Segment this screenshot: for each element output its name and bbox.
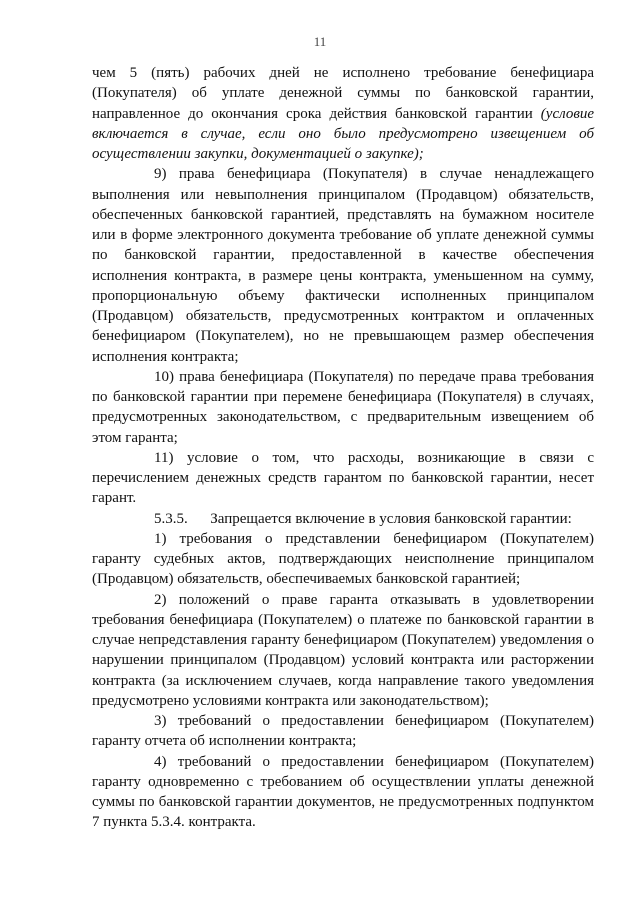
list-item-11: 11) условие о том, что расходы, возникающие в связи с перечислением денежных средств гарантом по банковской гарантии, несет гарант. (92, 449, 594, 507)
paragraph-continuation (92, 63, 594, 164)
document-body (92, 63, 594, 833)
paragraph-text: чем 5 (пять) рабочих дней не исполнено требование бенефициара (Покупателя) об уплате денежной суммы по банковской гарантии, направленное до окончания срока действия банковской гарантии (92, 65, 594, 122)
list-item-9: 9) права бенефициара (Покупателя) в случае ненадлежащего выполнения или невыполнения принципалом (Продавцом) обязательств, обеспеченных банковской гарантией, представлять на бумажном носителе или в форме электронного документа требование об уплате денежной суммы по банковской гарантии, предоставленной в качестве обеспечения исполнения контракта, в размере цены контракта, уменьшенном на сумму, пропорциональную объему фактически исполненных принципалом (Продавцом) обязательств, предусмотренных контрактом и оплаченных бенефициаром (Покупателем), но не превышающем размер обеспечения исполнения контракта; (92, 166, 594, 365)
section-heading-5-3-5: 5.3.5. Запрещается включение в условия банковской гарантии: (154, 510, 572, 527)
list-item-3: 3) требований о предоставлении бенефициаром (Покупателем) гаранту отчета об исполнении контракта; (92, 713, 594, 750)
paragraph-italic-note: (условие включается в случае, если оно было предусмотрено извещением об осуществлении закупки, документацией о закупке); (92, 105, 594, 162)
list-item-10: 10) права бенефициара (Покупателя) по передаче права требования по банковской гарантии при перемене бенефициара (Покупателя) в случаях, предусмотренных законодательством, с предварительным извещением об этом гаранта; (92, 368, 594, 446)
page-number: 11 (313, 34, 327, 49)
list-item-1: 1) требования о представлении бенефициаром (Покупателем) гаранту судебных актов, подтверждающих неисполнение принципалом (Продавцом) обязательств, обеспечиваемых банковской гарантией; (92, 530, 594, 588)
list-item-2: 2) положений о праве гаранта отказывать в удовлетворении требования бенефициара (Покупателем) о платеже по банковской гарантии в случае непредставления гаранту бенефициаром (Покупателем) уведомления о нарушении принципалом (Продавцом) условий контракта или расторжении контракта (за исключением случаев, когда направление такого уведомления предусмотрено условиями контракта или законодательством); (92, 591, 594, 709)
list-item-4: 4) требований о предоставлении бенефициаром (Покупателем) гаранту одновременно с требованием об осуществлении уплаты денежной суммы по банковской гарантии документов, не предусмотренных подпунктом 7 пункта 5.3.4. контракта. (92, 753, 594, 831)
